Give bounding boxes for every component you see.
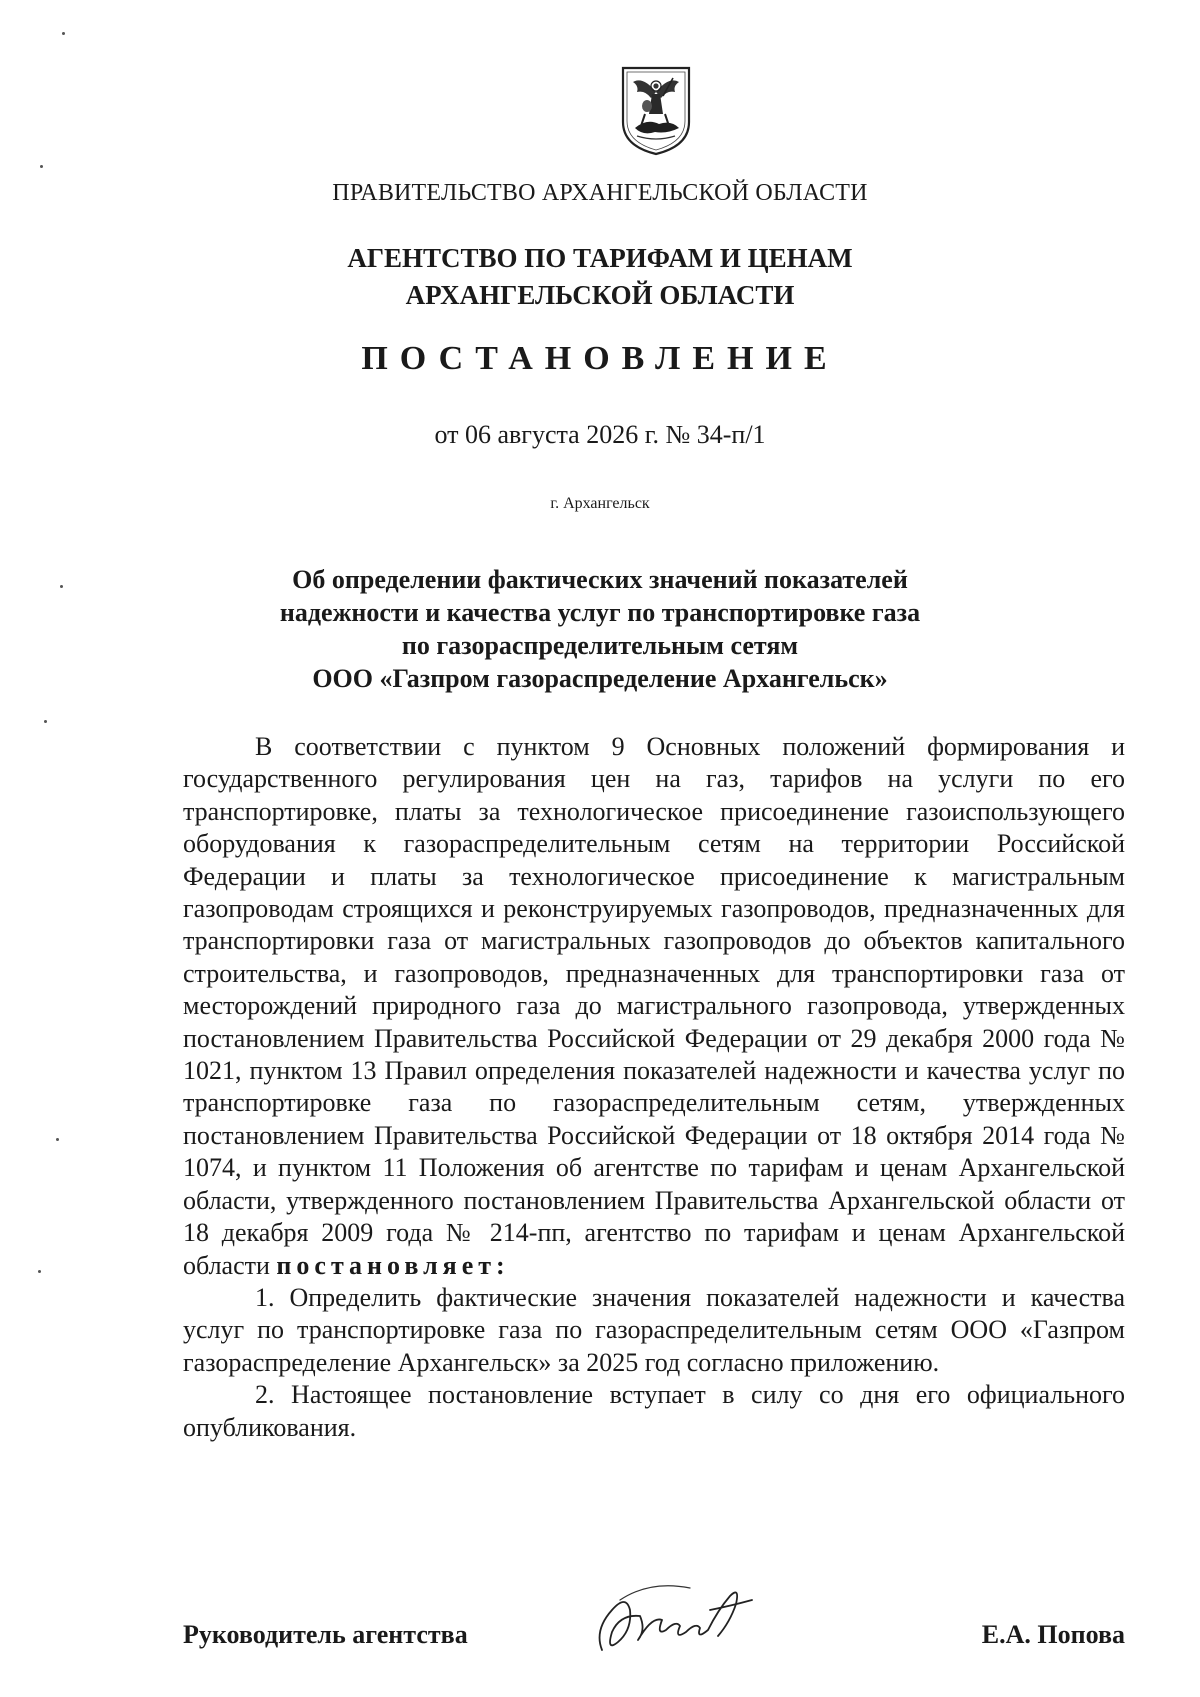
- subject-line4: ООО «Газпром газораспределение Архангельск»: [312, 664, 888, 693]
- agency-title-line2: АРХАНГЕЛЬСКОЙ ОБЛАСТИ: [405, 280, 795, 310]
- signatory-name: Е.А. Попова: [981, 1620, 1125, 1649]
- agency-title-line1: АГЕНТСТВО ПО ТАРИФАМ И ЦЕНАМ: [347, 243, 853, 273]
- agency-title: [0, 240, 1200, 314]
- decree-item-1: 1. Определить фактические значения показателей надежности и качества услуг по транспортировке газа по газораспределительным сетям ООО «Газпром газораспределение Архангельск» за 2025 год согласно приложению.: [183, 1282, 1125, 1377]
- scan-speck: [38, 1270, 41, 1273]
- scan-speck: [62, 32, 65, 35]
- subject-line2: надежности и качества услуг по транспортировке газа: [279, 598, 921, 627]
- coat-of-arms-emblem: [617, 62, 695, 157]
- scan-speck: [44, 720, 47, 723]
- signatory-role: Руководитель агентства: [183, 1620, 468, 1649]
- scan-speck: [60, 585, 63, 588]
- scan-speck: [56, 1138, 59, 1141]
- document-date-number: от 06 августа 2026 г. № 34-п/1: [434, 420, 766, 449]
- decree-item-2: 2. Настоящее постановление вступает в силу со дня его официального опубликования.: [183, 1380, 1125, 1442]
- document-city: г. Архангельск: [550, 495, 650, 512]
- government-title: ПРАВИТЕЛЬСТВО АРХАНГЕЛЬСКОЙ ОБЛАСТИ: [332, 180, 868, 206]
- decree-word: постановляет:: [276, 1250, 510, 1280]
- document-subject: [0, 563, 1200, 695]
- preamble-text: В соответствии с пунктом 9 Основных положений формирования и государственного регулирования цен на газ, тарифов на услуги по его транспортировке, платы за технологическое присоединение газоиспользующего оборудования к газораспределительным сетям на территории Российской Федерации и платы за технологическое присоединение к магистральным газопроводам строящихся и реконструируемых газопроводов, предназначенных для транспортировки газа от магистральных газопроводов до объектов капитального строительства, и газопроводов, предназначенных для транспортировки газа от месторождений природного газа до магистрального газопровода, утвержденных постановлением Правительства Российской Федерации от 29 декабря 2000 года № 1021, пунктом 13 Правил определения показателей надежности и качества услуг по транспортировке газа по газораспределительным сетям, утвержденных постановлением Правительства Российской Федерации от 18 октября 2014 года № 1074, и пунктом 11 Положения об агентстве по тарифам и ценам Архангельской области, утвержденного постановлением Правительства Архангельской области от 18 декабря 2009 года № 214-пп, агентство по тарифам и ценам Архангельской области: [183, 732, 1125, 1280]
- scan-speck: [40, 165, 43, 168]
- signature-block: [183, 1620, 1125, 1660]
- document-type-heading: ПОСТАНОВЛЕНИЕ: [361, 340, 839, 377]
- subject-line1: Об определении фактических значений показателей: [292, 565, 908, 594]
- preamble-paragraph: [183, 731, 1125, 1282]
- subject-line3: по газораспределительным сетям: [401, 631, 799, 660]
- document-body: [183, 731, 1125, 1444]
